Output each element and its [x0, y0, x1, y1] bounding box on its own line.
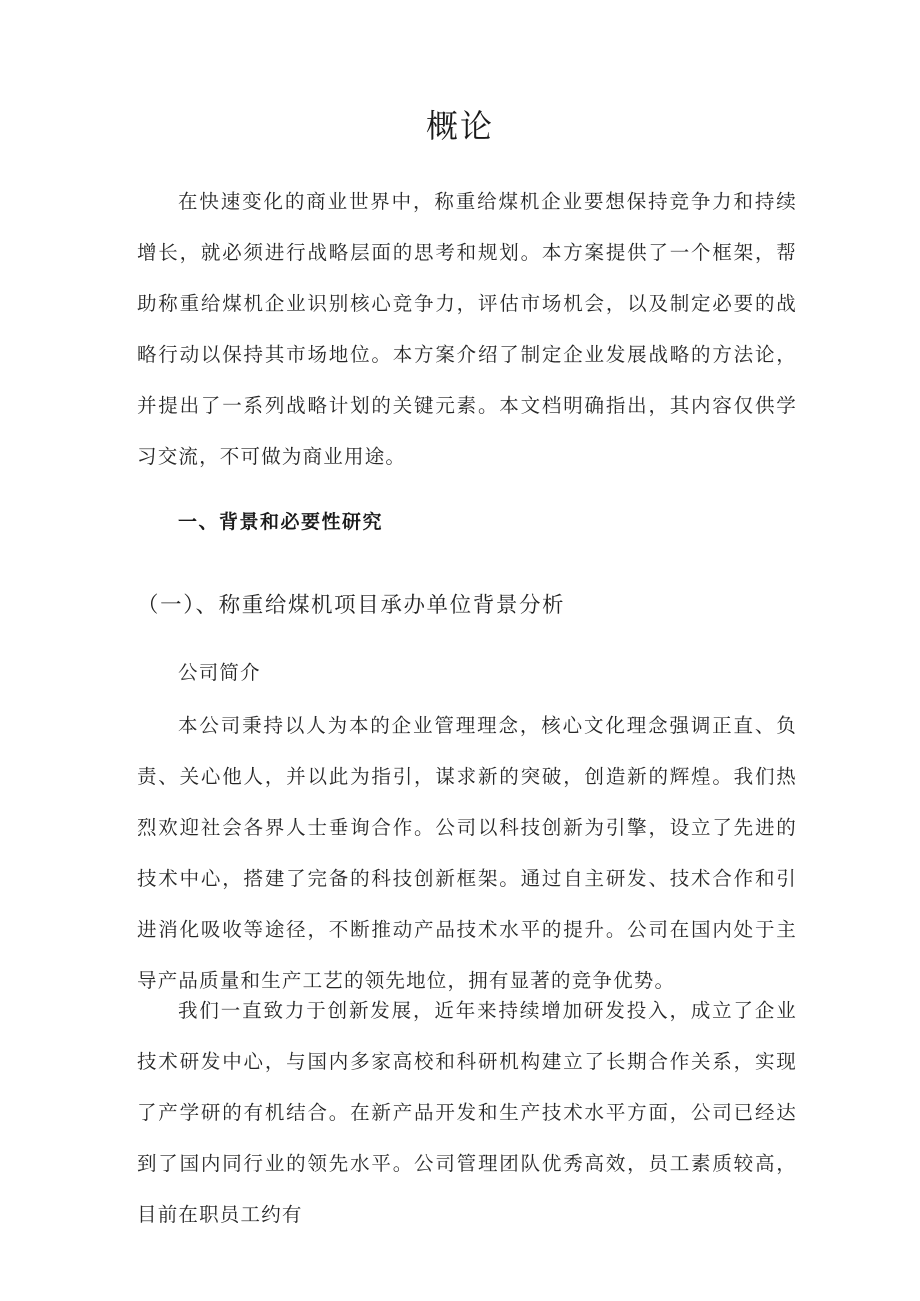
page-title: 概论 — [425, 107, 494, 145]
subsection-heading: （一）、称重给煤机项目承办单位背景分析 — [137, 593, 566, 618]
innovation-paragraph: 我们一直致力于创新发展，近年来持续增加研发投入，成立了企业技术研发中心，与国内多家高校和科研机构建立了长期合作关系，实现了产学研的有机结合。在新产品开发和生产技术水平方面，公司已经达到了国内同行业的领先水平。公司管理团队优秀高效，员工素质较高，目前在职员工约有 — [137, 999, 797, 1226]
section-heading: 一、背景和必要性研究 — [178, 511, 384, 533]
intro-paragraph: 在快速变化的商业世界中，称重给煤机企业要想保持竞争力和持续增长，就必须进行战略层面的思考和规划。本方案提供了一个框架，帮助称重给煤机企业识别核心竞争力，评估市场机会，以及制定必要的战略行动以保持其市场地位。本方案介绍了制定企业发展战略的方法论，并提出了一系列战略计划的关键元素。本文档明确指出，其内容仅供学习交流，不可做为商业用途。 — [137, 190, 797, 468]
company-intro-heading: 公司简介 — [178, 661, 261, 684]
company-paragraph: 本公司秉持以人为本的企业管理理念，核心文化理念强调正直、负责、关心他人，并以此为指引，谋求新的突破，创造新的辉煌。我们热烈欢迎社会各界人士垂询合作。公司以科技创新为引擎，设立了先进的技术中心，搭建了完备的科技创新框架。通过自主研发、技术合作和引进消化吸收等途径，不断推动产品技术水平的提升。公司在国内处于主导产品质量和生产工艺的领先地位，拥有显著的竞争优势。 — [137, 714, 797, 992]
